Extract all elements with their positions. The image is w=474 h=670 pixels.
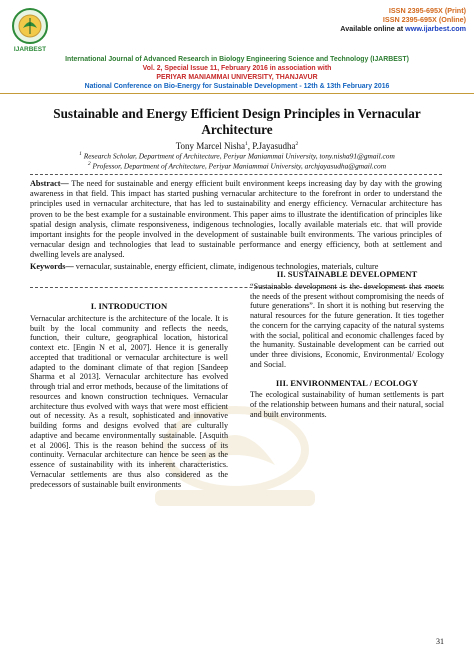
abstract-text: The need for sustainable and energy efficient built environment keeps increasing day by day with the growing awareness in that field. This impact has started pushing vernacular architecture to the forefront in order to understand the principles used in vernacular architecture, that has led to sustainability and energy efficiency. Vernacular architecture has proven to be the best example for a sustainable environment. This paper aims to illustrate the identification of principles like spatial design analysis, climate responsiveness, indigenous technologies, locally available materials etc. that will provide important insights for the people involved in the development of sustainable built environments. The various principles of vernacular design and technologies that lead to sustainable performance and energy efficiency, both at settlement and dwelling levels are analysed. [30,179,442,260]
paper-title: Sustainable and Energy Efficient Design Principles in Vernacular Architecture [53,106,421,137]
available-online [340,24,466,33]
affiliation-1-text: Research Scholar, Department of Architecture, Periyar Maniammai University, tony.nisha91@gmail.com [83,151,395,161]
section-3-heading: III. ENVIRONMENTAL / ECOLOGY [275,377,419,388]
available-label: Available online at [340,24,404,33]
conference-name: National Conference on Bio-Energy for Sustainable Development - 12th & 13th February 2016 [84,83,390,90]
section-2-text: “Sustainable development is the development that meets the needs of the present without compromising the needs of future generations”. In short it is nothing but reserving the natural resources for the future generation. It ties together the concern for the carrying capacity of the natural systems with the social, political and economic challenges faced by the humanity. Sustainable development can be carried out under three divisions, Economic, Environmental/ Ecology and Social. [250,281,444,369]
abstract-label: Abstract— [30,179,69,188]
right-column [250,270,444,420]
affiliation-2-sup: 2 [87,161,91,168]
author-1-sup: 1 [245,141,248,147]
university-name: PERIYAR MANIAMMAI UNIVERSITY, THANJAVUR [156,74,318,81]
left-column [30,302,228,489]
affiliation-1 [0,150,474,160]
author-2-sup: 2 [295,141,299,147]
issn-print: ISSN 2395-695X (Print) [388,6,466,15]
keywords-label: Keywords— [30,262,74,271]
journal-header [0,55,474,91]
journal-volume: Vol. 2, Special Issue 11, February 2016 in association with [142,65,332,72]
section-1-text: Vernacular architecture is the architecture of the locale. It is built by the local community and reflects the needs, function, their culture, geographical location, historical context etc. [Engin N et al, 2007]. Hence it is generally accepted that traditional or vernacular architecture is well adapted to the dominant climate of that region [Sandeep Sharma et al 2013]. Vernacular architecture has evolved through trial and error methods, because of the limitations of resources and known construction techniques. Vernacular architecture thus evolved with ways that were most efficient out of necessity. As a result, sophisticated and innovative building forms and designs evolved that are culturally adaptive and became environmentally sustainable. [Asquith et al 2006]. This is the reason behind the success of its continuity. Vernacular architecture can hence be seen as the essence of sustainability with its inherent characteristics. Vernacular settlements are thus also considered as the predecessors of sustainable built environments [30,313,228,489]
section-2-heading: II. SUSTAINABLE DEVELOPMENT [276,269,418,279]
section-1-heading: I. INTRODUCTION [90,301,168,311]
section-3-text: The ecological sustainability of human settlements is part of the relationship between humans and their natural, social and built environments. [250,390,444,419]
abstract [30,179,442,261]
header-rule [0,93,474,94]
page-number: 31 [436,637,444,646]
logo-text: IJARBEST [13,46,47,53]
issn-online: ISSN 2395-695X (Online) [382,15,466,24]
author-1: Tony Marcel Nisha [175,141,246,151]
affiliations [0,150,474,171]
authors-line: Tony Marcel Nisha$^1$, P.Jayasudha$^2$ [175,141,299,151]
journal-logo [8,6,52,54]
affiliation-1-sup: 1 [79,151,82,157]
abstract-top-rule [30,174,442,175]
issn-block [340,6,466,33]
keywords-text: vernacular, sustainable, energy efficient, climate, indigenous technologies, materials, culture [73,262,379,271]
journal-name: International Journal of Advanced Research in Biology Engineering Science and Technology (IJARBEST) [65,56,409,63]
journal-link[interactable]: www.ijarbest.com [405,24,466,33]
affiliation-2 [0,160,474,170]
affiliation-2-text: Professor, Department of Architecture, Periyar Maniammai University, archjayasudha@gmail.com [92,161,387,171]
author-2: P.Jayasudha [252,141,296,151]
